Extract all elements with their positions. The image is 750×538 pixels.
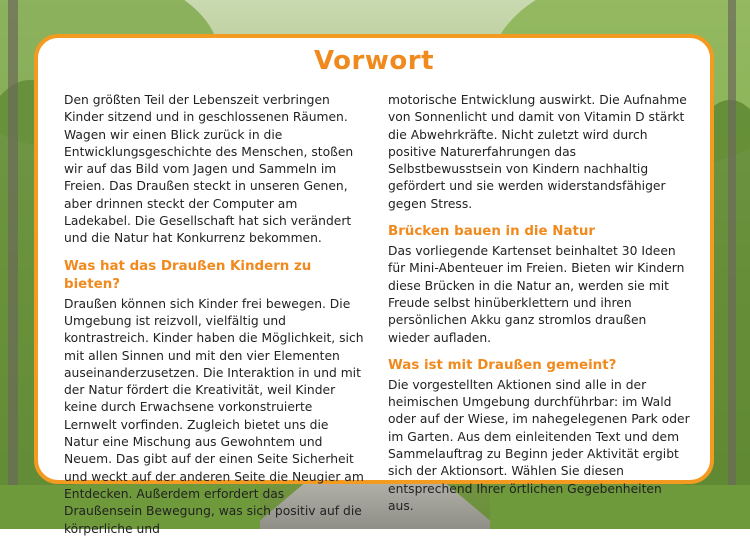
bridges-paragraph: Das vorliegende Kartenset beinhaltet 30 Ideen für Mini-Abenteuer im Freien. Bieten wir Kindern diese Brücken in die Natur an, werden sie mit Freude selbst hinüberklettern und ihren persönlichen Akku ganz stromlos draußen wieder aufladen. (388, 244, 685, 345)
benefits-paragraph: Draußen können sich Kinder frei bewegen. Die Umgebung ist reizvoll, vielfältig und kontrastreich. Kinder haben die Möglichkeit, sich mit allen Sinnen und mit den vier Elementen auseinanderzusetzen. Die Interaktion in und mit der Natur fördert die Kreativität, weil Kinder keine durch Erwachsene vorkonstruierte Lernwelt vorfinden. Zugleich bietet uns die Natur eine Mischung aus Gewohntem und Neuem. Das gibt auf der einen Seite Sicherheit und weckt auf der anderen Seite die Neugier am Entdecken. Außerdem erfordert das Draußensein Bewegung, was sich positiv auf die körperliche und (64, 296, 364, 536)
left-column (64, 92, 366, 538)
right-column (388, 92, 690, 515)
outside-paragraph: Die vorgestellten Aktionen sind alle in der heimischen Umgebung durchführbar: im Wald oder auf der Wiese, im nahegelegenen Park oder im Garten. Aus dem einleitenden Text und dem Sammelauftrag zu Beginn jeder Aktivität ergibt sich der Aktionsort. Wählen Sie diesen entsprechend Ihrer örtlichen Gegebenheiten aus. (388, 377, 690, 513)
section-heading-benefits: Was hat das Draußen Kindern zu bieten? (64, 258, 312, 292)
page-title: Vorwort (313, 46, 435, 76)
benefits-continued-paragraph: motorische Entwicklung auswirkt. Die Aufnahme von Sonnenlicht und damit von Vitamin D stärkt die Abwehrkräfte. Nicht zuletzt wird durch positive Naturerfahrungen das Selbstbewusstsein von Kindern nachhaltig gefördert und sie werden widerstandsfähiger gegen Stress. (388, 93, 687, 211)
section-heading-bridges: Brücken bauen in die Natur (388, 224, 596, 240)
section-heading-outside: Was ist mit Draußen gemeint? (388, 357, 617, 373)
foreword-card (34, 34, 714, 536)
intro-paragraph: Den größten Teil der Lebenszeit verbringen Kinder sitzend und in geschlossenen Räumen. Wagen wir einen Blick zurück in die Entwicklungsgeschichte des Menschen, stoßen wir auf das Bild vom Jagen und Sammeln im Freien. Das Draußen steckt in unseren Genen, aber drinnen steckt der Computer am Ladekabel. Die Gesellschaft hat sich verändert und die Natur hat Konkurrenz bekommen. (64, 93, 354, 246)
